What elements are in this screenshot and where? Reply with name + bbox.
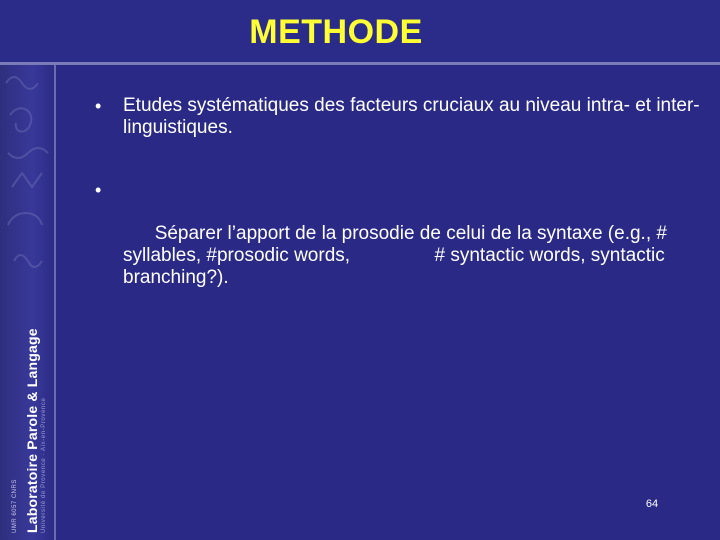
content-body: [95, 95, 705, 351]
lab-subtitle: Université de Provence · Aix-en-Provence: [41, 397, 47, 533]
bullet-glyph: •: [95, 96, 102, 116]
phonetic-symbols-decoration: [0, 65, 54, 305]
bullet-item: [95, 95, 705, 139]
sidebar: [0, 65, 56, 540]
bullet-text: Séparer l’apport de la prosodie de celui de la syntaxe (e.g., # syllables, #prosodic words, # syntactic words, syntactic branching?).: [123, 223, 673, 288]
bullet-item: [95, 179, 705, 311]
lab-name: Laboratoire Parole & Langage: [24, 328, 40, 533]
title-divider: [0, 62, 720, 65]
bullet-text: Etudes systématiques des facteurs cruciaux au niveau intra- et inter-linguistiques.: [123, 95, 700, 138]
page-number: 64: [645, 498, 659, 510]
bullet-glyph: •: [95, 180, 102, 200]
slide-title: METHODE: [249, 13, 423, 51]
umr-label: UMR 6057 CNRS: [12, 479, 18, 533]
